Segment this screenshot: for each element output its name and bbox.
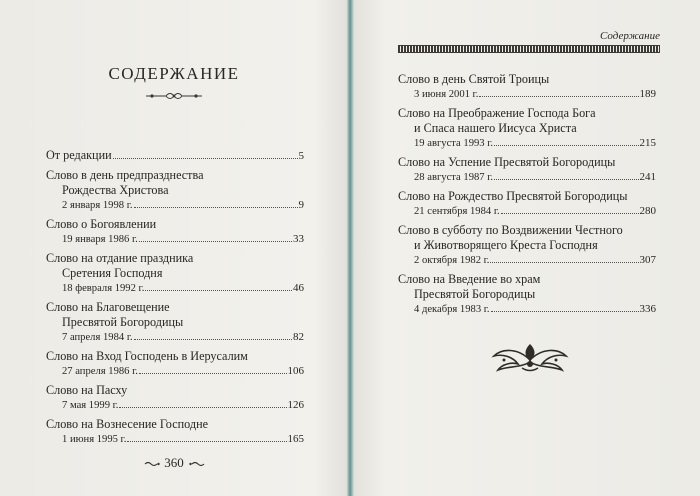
toc-entry (398, 272, 656, 317)
entry-title-line: и Спаса нашего Иисуса Христа (414, 121, 577, 135)
entry-title-line: Слово на Преображение Господа Бога (398, 106, 596, 120)
toc-list-right (398, 72, 656, 317)
entry-page-number: 189 (639, 88, 656, 100)
entry-page-number: 307 (639, 254, 656, 266)
entry-page-number: 46 (293, 282, 304, 294)
toc-entry (398, 72, 656, 102)
entry-page-number: 336 (639, 303, 656, 315)
entry-date: 19 августа 1993 г. (414, 138, 494, 149)
entry-title-line: Слово в день Святой Троицы (398, 72, 550, 86)
entry-date: 7 мая 1999 г. (62, 400, 119, 411)
dot-leader (145, 290, 292, 291)
header-rule (398, 45, 660, 53)
entry-title-line: Слово на Введение во храм (398, 272, 541, 286)
entry-date: 4 декабря 1983 г. (414, 304, 490, 315)
toc-entry (46, 417, 304, 447)
dot-leader (494, 179, 638, 180)
entry-page-number: 82 (293, 331, 304, 343)
page-title: СОДЕРЖАНИЕ (108, 64, 240, 83)
toc-entry (46, 300, 304, 345)
toc-entry (398, 106, 656, 151)
entry-date: 28 августа 1987 г. (414, 172, 494, 183)
dot-leader (491, 311, 639, 312)
entry-date: 1 июня 1995 г. (62, 434, 127, 445)
entry-title-line: Слово на Вход Господень в Иерусалим (46, 349, 248, 363)
entry-date: 7 апреля 1984 г. (62, 332, 133, 343)
dot-leader (134, 339, 292, 340)
toc-entry (46, 148, 304, 164)
toc-entry (46, 251, 304, 296)
toc-entry (46, 217, 304, 247)
entry-page-number: 106 (287, 365, 304, 377)
dot-leader (139, 241, 292, 242)
entry-page-number: 165 (287, 433, 304, 445)
title-ornament-icon (144, 90, 204, 102)
dot-leader (134, 207, 298, 208)
entry-title-line: Слово в субботу по Воздвижении Честного (398, 223, 623, 237)
entry-page-number: 215 (639, 137, 656, 149)
entry-title-line: Пресвятой Богородицы (62, 315, 184, 329)
dot-leader (119, 407, 286, 408)
entry-title-line: Слово в день предпразднества (46, 168, 204, 182)
dot-leader (479, 96, 638, 97)
page-number: 360 (164, 455, 184, 470)
entry-date: 19 января 1986 г. (62, 234, 138, 245)
entry-title-line: Слово на Успение Пресвятой Богородицы (398, 155, 616, 169)
running-head: Содержание (599, 30, 660, 42)
toc-entry (398, 223, 656, 268)
dot-leader (501, 213, 639, 214)
toc-entry (398, 189, 656, 219)
dot-leader (113, 158, 298, 159)
entry-title-line: Слово о Богоявлении (46, 217, 157, 231)
entry-page-number: 5 (298, 150, 304, 162)
toc-entry (398, 155, 656, 185)
entry-title-line: и Животворящего Креста Господня (414, 238, 598, 252)
entry-title-line: Слово на отдание праздника (46, 251, 194, 265)
entry-date: 27 апреля 1986 г. (62, 366, 138, 377)
toc-entry (46, 349, 304, 379)
entry-page-number: 241 (639, 171, 656, 183)
entry-date: 2 октября 1982 г. (414, 255, 490, 266)
toc-list-left (46, 148, 304, 447)
dot-leader (490, 262, 638, 263)
entry-title-line: Слово на Пасху (46, 383, 128, 397)
entry-date: 21 сентября 1984 г. (414, 206, 500, 217)
toc-entry (46, 383, 304, 413)
dot-leader (494, 145, 638, 146)
entry-date: 3 июня 2001 г. (414, 89, 479, 100)
entry-date: 2 января 1998 г. (62, 200, 133, 211)
entry-title-line: Слово на Рождество Пресвятой Богородицы (398, 189, 628, 203)
entry-page-number: 33 (293, 233, 304, 245)
entry-title-line: Рождества Христова (62, 183, 169, 197)
entry-title-line: Сретения Господня (62, 266, 163, 280)
entry-page-number: 280 (639, 205, 656, 217)
entry-title-line: От редакции (46, 148, 112, 162)
entry-title-line: Слово на Вознесение Господне (46, 417, 209, 431)
entry-page-number: 126 (287, 399, 304, 411)
entry-date: 18 февраля 1992 г. (62, 283, 145, 294)
entry-title-line: Пресвятой Богородицы (414, 287, 536, 301)
dot-leader (139, 373, 287, 374)
toc-entry (46, 168, 304, 213)
entry-page-number: 9 (298, 199, 304, 211)
entry-title-line: Слово на Благовещение (46, 300, 170, 314)
page-number-ornament-icon (189, 461, 205, 467)
fleuron-ornament-icon (488, 340, 572, 374)
dot-leader (127, 441, 286, 442)
